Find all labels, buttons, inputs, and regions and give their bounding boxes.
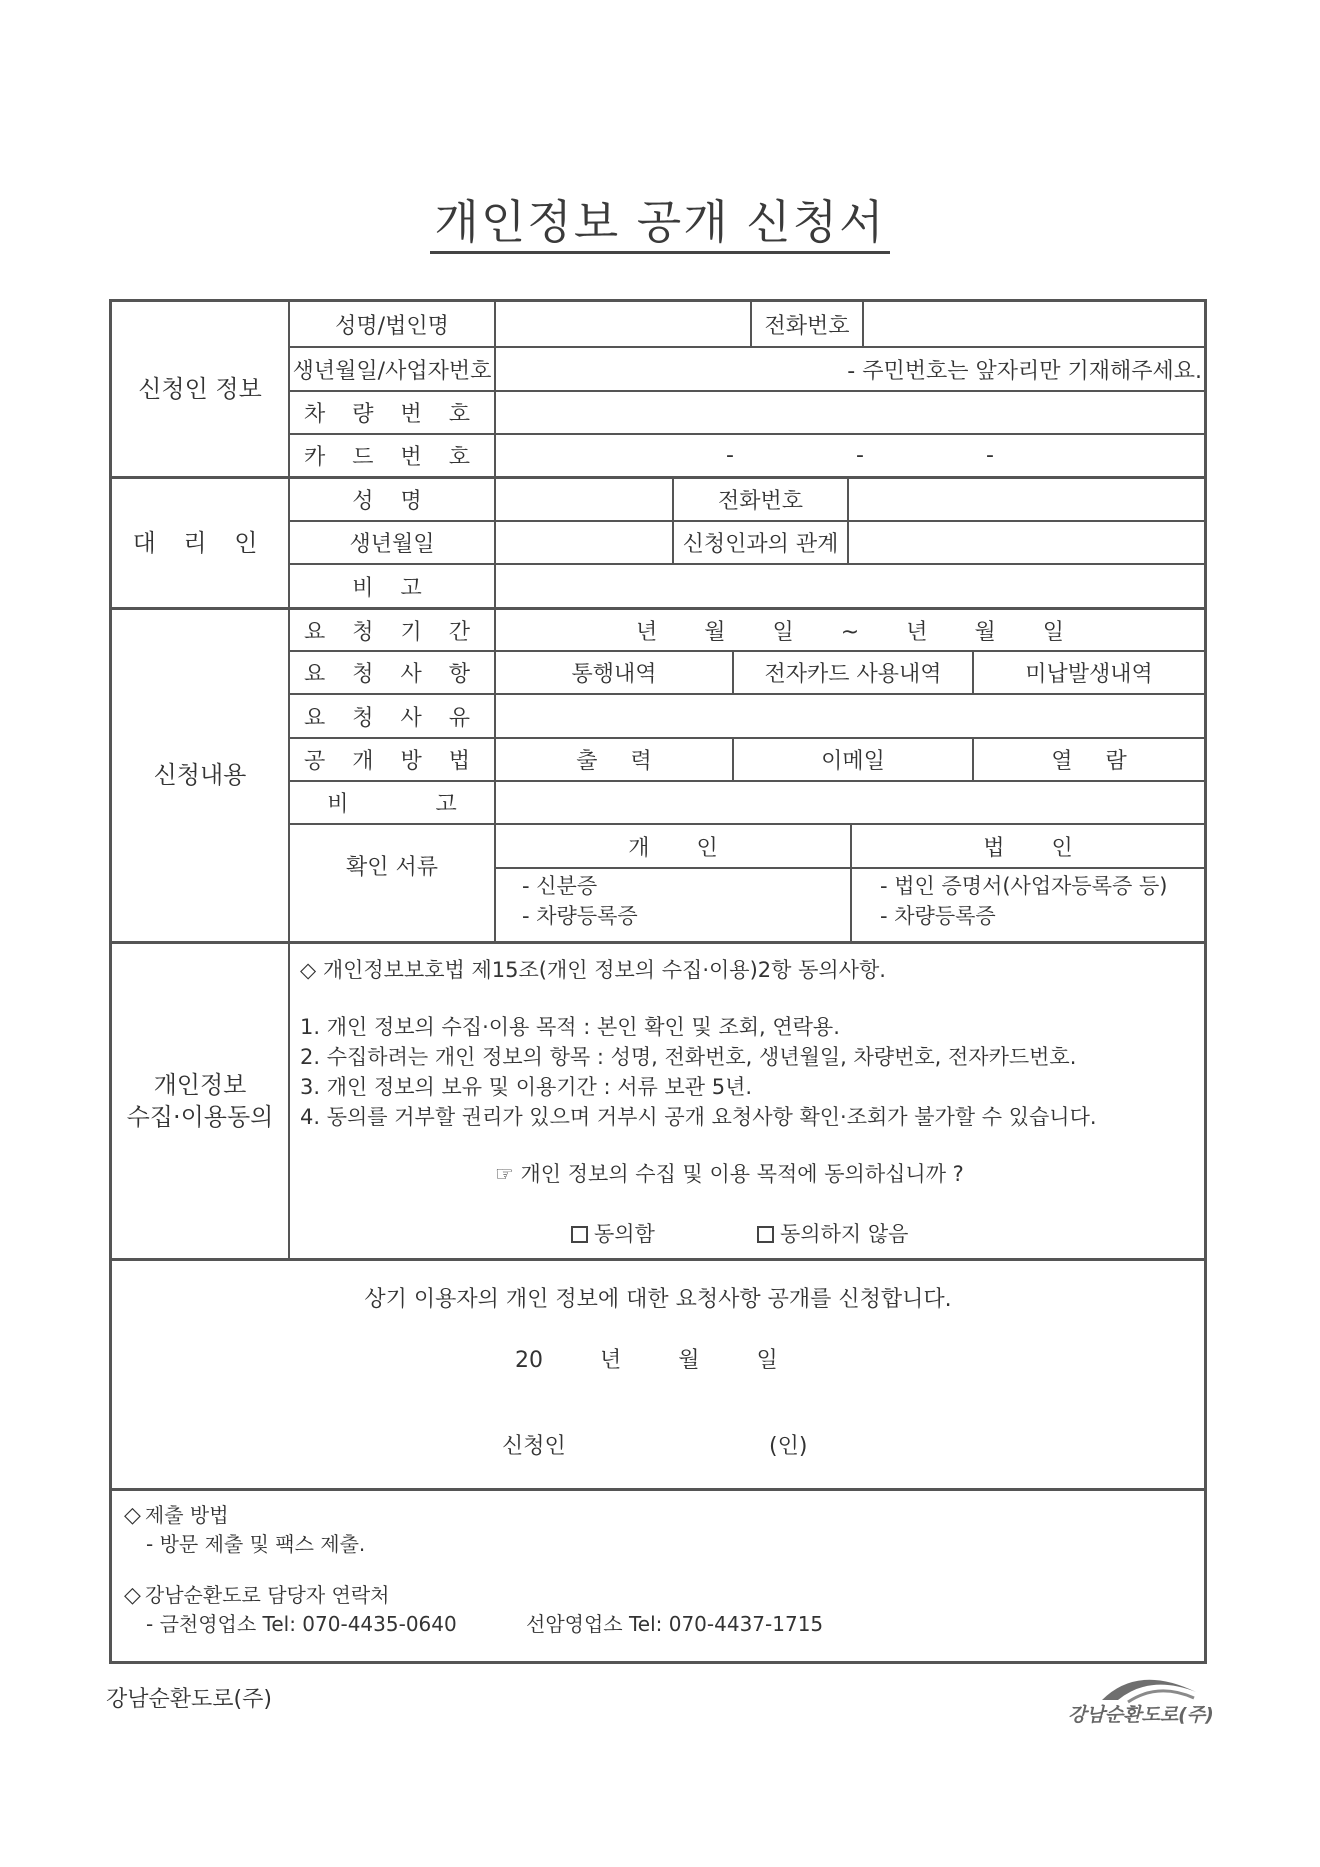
input-applicant-phone[interactable] [864, 302, 1204, 346]
diamond-icon: ◇ [124, 1583, 141, 1608]
corporate-docs-list [880, 871, 1167, 931]
input-agent-name[interactable] [496, 479, 672, 520]
section-request: 신청내용 [153, 761, 247, 790]
logo-text: 강남순환도로(주) [1068, 1704, 1214, 1726]
contact-heading-text: 강남순환도로 담당자 연락처 [144, 1583, 390, 1607]
consent-item: 2. 수집하려는 개인 정보의 항목 : 성명, 전화번호, 생년월일, 차량번호, 전자카드번호. [300, 1045, 1077, 1069]
label-phone: 전화번호 [764, 313, 850, 339]
item-toll-history[interactable]: 통행내역 [571, 662, 657, 687]
consent-item: 1. 개인 정보의 수집·이용 목적 : 본인 확인 및 조회, 연락용. [300, 1015, 840, 1039]
company-name: 강남순환도로(주) [106, 1687, 272, 1712]
method-print[interactable]: 출 력 [576, 749, 652, 774]
company-logo [1058, 1670, 1214, 1730]
disagree-option[interactable] [757, 1218, 908, 1248]
label-agent-relation: 신청인과의 관계 [682, 532, 839, 557]
input-request-note[interactable] [496, 782, 1204, 823]
agree-label: 동의함 [594, 1222, 655, 1246]
header-corporate: 법 인 [983, 835, 1073, 861]
label-items: 요 청 사 항 [304, 662, 480, 687]
input-reason[interactable] [496, 695, 1204, 737]
section-consent: 개인정보 수집·이용동의 [126, 1070, 274, 1131]
label-birth: 생년월일/사업자번호 [292, 358, 492, 384]
agree-checkbox[interactable] [571, 1226, 588, 1243]
label-card: 카 드 번 호 [304, 445, 480, 470]
label-agent-birth: 생년월일 [349, 532, 435, 557]
method-view[interactable]: 열 람 [1051, 749, 1127, 774]
consent-question: ☞ 개인 정보의 수집 및 이용 목적에 동의하십니까 ? [495, 1162, 964, 1186]
diamond-icon: ◇ [124, 1503, 141, 1528]
label-docs: 확인 서류 [345, 854, 438, 880]
application-form [109, 299, 1207, 1664]
submission-method-text: - 방문 제출 및 팩스 제출. [146, 1532, 366, 1556]
label-name: 성명/법인명 [335, 313, 449, 339]
consent-heading: ◇ 개인정보보호법 제15조(개인 정보의 수집·이용)2항 동의사항. [300, 958, 886, 982]
label-agent-name: 성 명 [352, 489, 432, 514]
corp-doc-cert: - 법인 증명서(사업자등록증 등) [880, 874, 1168, 898]
card-dash-1: - [726, 443, 734, 468]
corp-doc-vehicle: - 차량등록증 [880, 904, 996, 928]
item-unpaid-history[interactable]: 미납발생내역 [1025, 662, 1153, 687]
label-reason: 요 청 사 유 [304, 705, 480, 731]
contact-heading [124, 1579, 389, 1608]
declaration-statement: 상기 이용자의 개인 정보에 대한 요청사항 공개를 신청합니다. [364, 1287, 952, 1312]
consent-item: 4. 동의를 거부할 권리가 있으며 거부시 공개 요청사항 확인·조회가 불가할 수 있습니다. [300, 1105, 1097, 1129]
declaration-date[interactable]: 20 년 월 일 [515, 1348, 778, 1373]
input-agent-phone[interactable] [849, 479, 1204, 520]
input-agent-birth[interactable] [496, 522, 672, 563]
card-dash-2: - [856, 443, 864, 468]
card-dash-3: - [986, 443, 994, 468]
personal-doc-id: - 신분증 [522, 874, 598, 898]
period-value[interactable]: 년 월 일 ~ 년 월 일 [636, 619, 1064, 645]
seal-mark[interactable]: (인) [769, 1434, 808, 1459]
method-email[interactable]: 이메일 [821, 749, 885, 774]
label-method: 공 개 방 법 [304, 749, 480, 774]
disagree-checkbox[interactable] [757, 1226, 774, 1243]
item-ecard-history[interactable]: 전자카드 사용내역 [764, 662, 942, 687]
submission-method-heading-text: 제출 방법 [144, 1503, 229, 1527]
label-period: 요 청 기 간 [304, 619, 480, 645]
input-vehicle-number[interactable] [496, 392, 1204, 433]
label-agent-note: 비 고 [352, 575, 432, 601]
birth-note: - 주민번호는 앞자리만 기재해주세요. [847, 358, 1202, 384]
input-agent-note[interactable] [496, 565, 1204, 607]
disagree-label: 동의하지 않음 [780, 1222, 909, 1246]
contact-geumcheon: - 금천영업소 Tel: 070-4435-0640 [146, 1612, 457, 1636]
consent-item: 3. 개인 정보의 보유 및 이용기간 : 서류 보관 5년. [300, 1075, 753, 1099]
label-request-note: 비 고 [327, 792, 457, 817]
label-vehicle: 차 량 번 호 [304, 402, 480, 427]
section-agent: 대 리 인 [132, 528, 268, 557]
header-personal: 개 인 [628, 835, 718, 861]
form-title: 개인정보 공개 신청서 [0, 186, 1320, 252]
applicant-signature-label: 신청인 [502, 1434, 566, 1459]
personal-doc-vehicle: - 차량등록증 [522, 904, 638, 928]
input-agent-relation[interactable] [849, 522, 1204, 563]
section-applicant-info: 신청인 정보 [138, 374, 262, 403]
personal-docs-list [522, 871, 638, 931]
input-applicant-name[interactable] [496, 302, 750, 346]
consent-items [300, 1012, 1097, 1132]
label-agent-phone: 전화번호 [717, 489, 803, 514]
submission-method-heading [124, 1499, 229, 1528]
agree-option[interactable] [571, 1218, 655, 1248]
contact-seonam: 선암영업소 Tel: 070-4437-1715 [526, 1612, 824, 1636]
logo-swoosh-icon [1098, 1670, 1198, 1704]
